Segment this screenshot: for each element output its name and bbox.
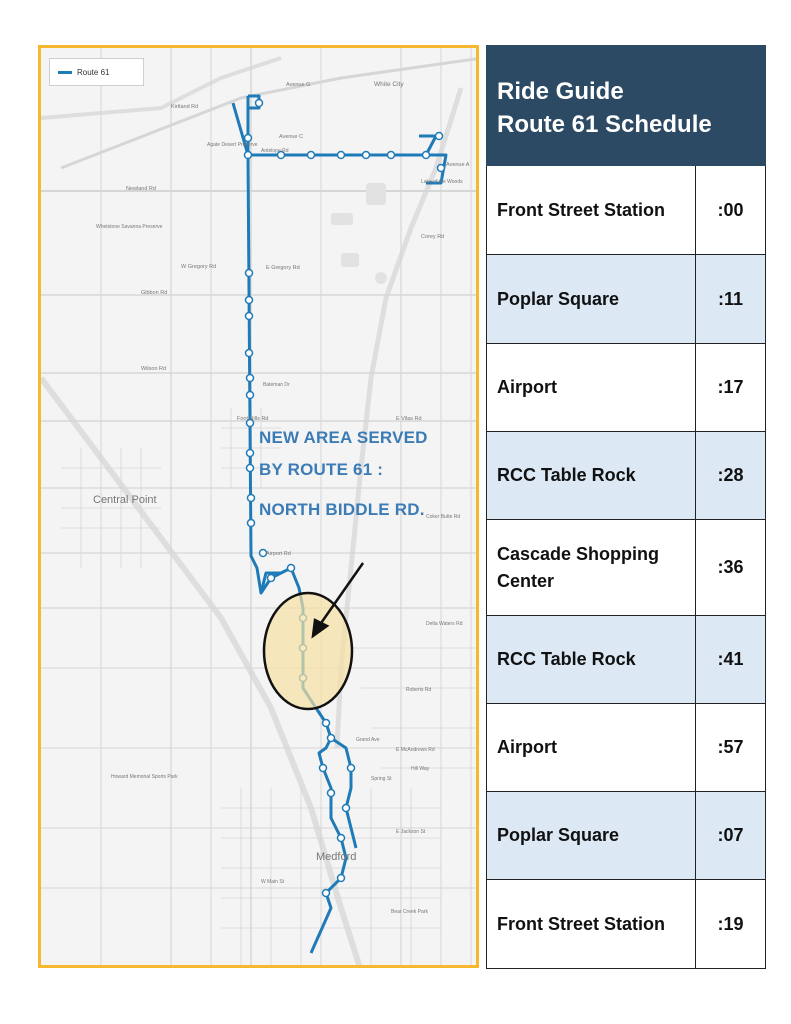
map-label-agate-desert: Agate Desert Preserve xyxy=(207,142,258,148)
schedule-row xyxy=(487,344,765,432)
stop-name: RCC Table Rock xyxy=(487,616,696,703)
map-legend xyxy=(49,58,144,86)
stop-time: :17 xyxy=(717,377,744,397)
map-label-main-st: W Main St xyxy=(261,879,285,885)
map-label-newland-rd: Newland Rd xyxy=(126,186,156,192)
stop-name: Front Street Station xyxy=(487,880,696,968)
map-label-w-gregory-rd: W Gregory Rd xyxy=(181,264,217,270)
stop-name: Airport xyxy=(487,344,696,431)
schedule-row xyxy=(487,792,765,880)
stop-name: Front Street Station xyxy=(487,166,696,254)
stop-time: :00 xyxy=(717,199,744,220)
map-label-kirtland-rd: Kirtland Rd xyxy=(171,104,199,110)
map-label-medford: Medford xyxy=(316,851,357,863)
stop-name: Airport xyxy=(487,704,696,791)
stop-time: :19 xyxy=(717,913,744,934)
map-label-spring-st: Spring St xyxy=(371,776,392,782)
stop-name: RCC Table Rock xyxy=(487,432,696,519)
map-label-mcandrews: E McAndrews Rd xyxy=(396,747,435,753)
map-label-central-point: Central Point xyxy=(93,494,157,506)
map-label-corey-rd: Corey Rd xyxy=(421,234,445,240)
map-label-avenue-g: Avenue G xyxy=(286,82,311,88)
schedule-title-line-2: Route 61 Schedule xyxy=(497,111,712,138)
map-label-coker-butte: Coker Butte Rd xyxy=(426,514,461,520)
schedule-panel xyxy=(486,45,766,969)
stop-name: Poplar Square xyxy=(487,792,696,879)
route-61-swatch xyxy=(58,71,72,74)
schedule-title-line-1: Ride Guide xyxy=(497,78,624,105)
map-label-bateman-dr: Bateman Dr xyxy=(263,382,290,388)
map-label-whetstone: Whetstone Savanna Preserve xyxy=(96,224,163,230)
map-label-foot-hills-rd: Foot Hills Rd xyxy=(237,416,269,422)
stop-time: :41 xyxy=(717,649,744,669)
map-label-delta-waters: Delta Waters Rd xyxy=(426,621,463,627)
map-label-white-city: White City xyxy=(374,81,404,88)
route-map[interactable] xyxy=(38,45,479,968)
map-label-avenue-a: Avenue A xyxy=(446,162,470,168)
map-label-e-gregory-rd: E Gregory Rd xyxy=(266,265,300,271)
stop-time: :11 xyxy=(717,288,744,309)
annotation-line-3: NORTH BIDDLE RD. xyxy=(259,500,425,519)
stop-name: Cascade Shopping Center xyxy=(487,520,696,615)
legend-route-label: Route 61 xyxy=(77,67,110,77)
schedule-row xyxy=(487,432,765,520)
stop-name: Poplar Square xyxy=(487,255,696,343)
map-label-antelope-rd: Antelope Rd xyxy=(261,148,289,154)
stop-time: :07 xyxy=(717,825,744,845)
new-area-ellipse xyxy=(264,593,352,709)
map-label-roberts-rd: Roberts Rd xyxy=(406,687,432,693)
map-label-bear-creek-park: Bear Creek Park xyxy=(391,909,428,915)
map-label-vilas-rd: E Vilas Rd xyxy=(396,416,422,422)
schedule-row xyxy=(487,880,765,969)
schedule-header xyxy=(486,45,766,166)
map-label-lake-of-woods: Lake of the Woods xyxy=(421,179,463,185)
stop-time: :36 xyxy=(717,557,744,577)
map-label-howard-park: Howard Memorial Sports Park xyxy=(111,774,178,780)
schedule-row xyxy=(487,166,765,255)
schedule-row xyxy=(487,704,765,792)
land-features xyxy=(331,183,387,284)
map-label-jackson-st: E Jackson St xyxy=(396,829,426,835)
map-label-grand-ave: Grand Ave xyxy=(356,737,380,743)
map-label-avenue-c: Avenue C xyxy=(279,134,304,140)
schedule-row xyxy=(487,520,765,616)
annotation-line-1: NEW AREA SERVED xyxy=(259,428,428,447)
schedule-row xyxy=(487,255,765,344)
map-label-wilson-rd: Wilson Rd xyxy=(141,366,167,372)
stop-time: :28 xyxy=(717,465,744,485)
schedule-table xyxy=(486,166,766,969)
map-label-airport-rd: Airport Rd xyxy=(266,551,291,557)
map-label-hill-way: Hill Way xyxy=(411,766,430,772)
schedule-row xyxy=(487,616,765,704)
annotation-line-2: BY ROUTE 61 : xyxy=(259,460,384,479)
map-label-gibbon-rd: Gibbon Rd xyxy=(141,290,168,296)
stop-time: :57 xyxy=(717,737,744,757)
